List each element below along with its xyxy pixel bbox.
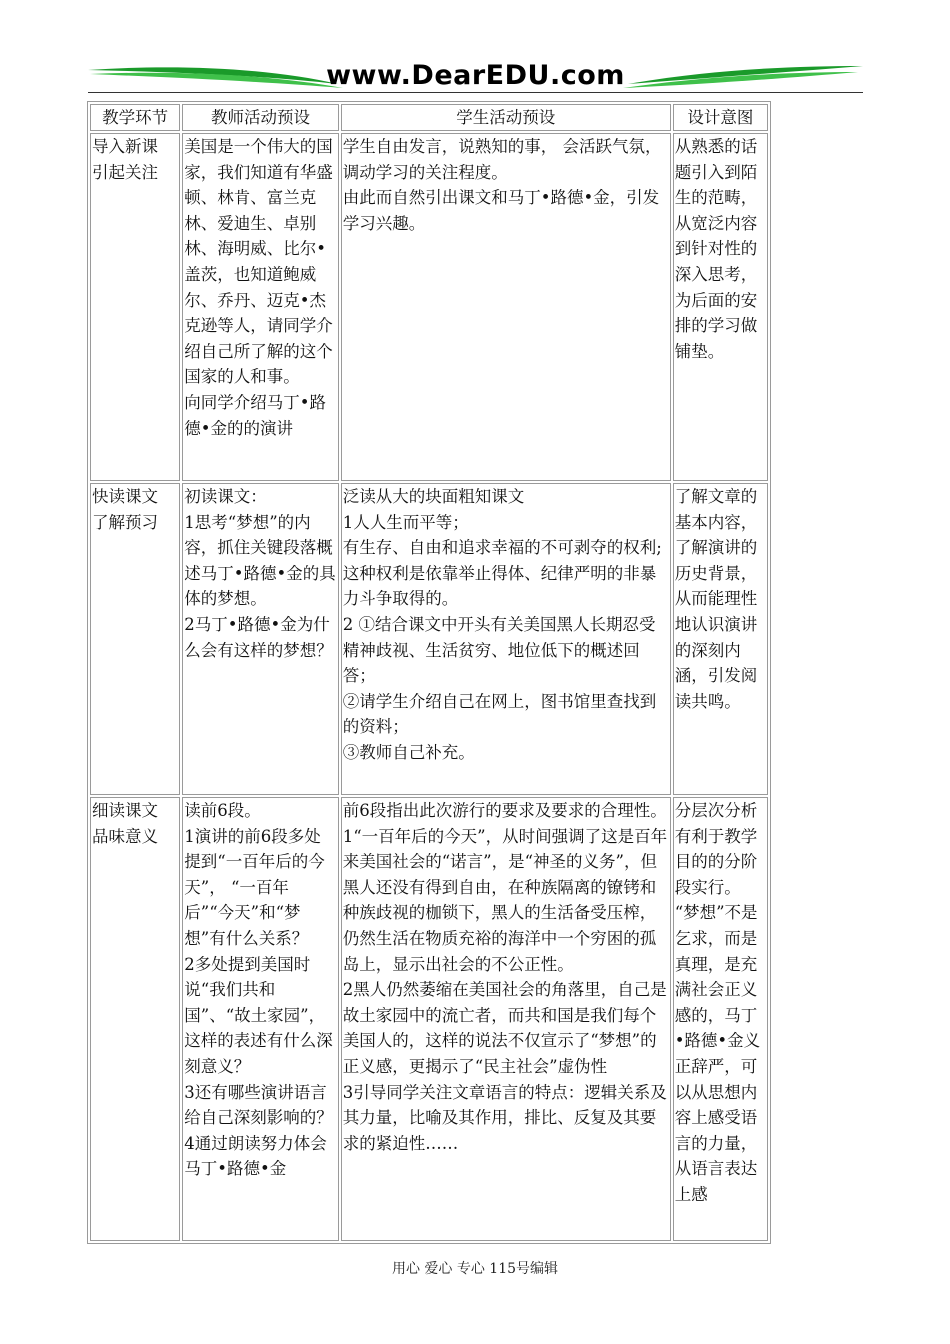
design-intent-cell: 了解文章的基本内容，了解演讲的历史背景，从而能理性地认识演讲的深刻内涵，引发阅读共鸣。 xyxy=(673,483,768,795)
student-activity-cell: 前6段指出此次游行的要求及要求的合理性。 1“一百年后的今天”，从时间强调了这是百年来美国社会的“诺言”，是“神圣的义务”，但黑人还没有得到自由，在种族隔离的镣铐和种族歧视的枷锁下，黑人的生活备受压榨，仍然生活在物质充裕的海洋中一个穷困的孤岛上，显示出社会的不公正性。 2黑人仍然萎缩在美国社会的角落里，自己是故土家园中的流亡者，而共和国是我们每个美国人的，这样的说法不仅宣示了“梦想”的正义感，更揭示了“民主社会”虚伪性 3引导同学关注文章语言的特点：逻辑关系及其力量，比喻及其作用，排比、反复及其要求的紧迫性…… xyxy=(341,797,671,1241)
header-divider xyxy=(88,92,863,93)
table-row xyxy=(90,483,768,795)
table-row xyxy=(90,133,768,481)
page-footer: 用心 爱心 专心 115号编辑 xyxy=(391,1261,559,1277)
design-intent-cell: 从熟悉的话题引入到陌生的范畴，从宽泛内容到针对性的深入思考，为后面的安排的学习做铺垫。 xyxy=(673,133,768,481)
teacher-activity-cell: 美国是一个伟大的国家，我们知道有华盛顿、林肯、富兰克林、爱迪生、卓别林、海明威、比尔•盖茨，也知道鲍威尔、乔丹、迈克•杰克逊等人，请同学介绍自己所了解的这个国家的人和事。 向同学介绍马丁•路德•金的的演讲 xyxy=(182,133,338,481)
lesson-plan-table xyxy=(87,101,771,1244)
table-row xyxy=(90,797,768,1241)
column-header: 教学环节 xyxy=(90,104,180,131)
stage-cell: 导入新课 引起关注 xyxy=(90,133,180,481)
student-activity-cell: 泛读从大的块面粗知课文 1人人生而平等； 有生存、自由和追求幸福的不可剥夺的权利;这种权利是依靠举止得体、纪律严明的非暴力斗争取得的。 2 ①结合课文中开头有关美国黑人长期忍受精神歧视、生活贫穷、地位低下的概述回答； ②请学生介绍自己在网上，图书馆里查找到的资料； ③教师自己补充。 xyxy=(341,483,671,795)
design-intent-cell: 分层次分析有利于教学目的的分阶段实行。 “梦想”不是乞求，而是真理，是充满社会正义感的，马丁•路德•金义正辞严，可以从思想内容上感受语言的力量，从语言表达上感 xyxy=(673,797,768,1241)
site-logo[interactable]: www.DearEDU.com xyxy=(326,60,625,91)
teacher-activity-cell: 读前6段。 1演讲的前6段多处提到“一百年后的今天”， “一百年后”“今天”和“梦想”有什么关系？ 2多处提到美国时说“我们共和国”、“故土家园”，这样的表述有什么深刻意义？ 3还有哪些演讲语言给自己深刻影响的？ 4通过朗读努力体会马丁•路德•金 xyxy=(182,797,338,1241)
student-activity-cell: 学生自由发言，说熟知的事， 会活跃气氛，调动学习的关注程度。 由此而自然引出课文和马丁•路德•金，引发学习兴趣。 xyxy=(341,133,671,481)
site-header-banner xyxy=(88,58,863,94)
stage-cell: 快读课文 了解预习 xyxy=(90,483,180,795)
table-header-row xyxy=(90,104,768,131)
teacher-activity-cell: 初读课文： 1思考“梦想”的内容，抓住关键段落概述马丁•路德•金的具体的梦想。 2马丁•路德•金为什么会有这样的梦想？ xyxy=(182,483,338,795)
column-header: 学生活动预设 xyxy=(341,104,671,131)
column-header: 教师活动预设 xyxy=(182,104,338,131)
column-header: 设计意图 xyxy=(673,104,768,131)
stage-cell: 细读课文 品味意义 xyxy=(90,797,180,1241)
